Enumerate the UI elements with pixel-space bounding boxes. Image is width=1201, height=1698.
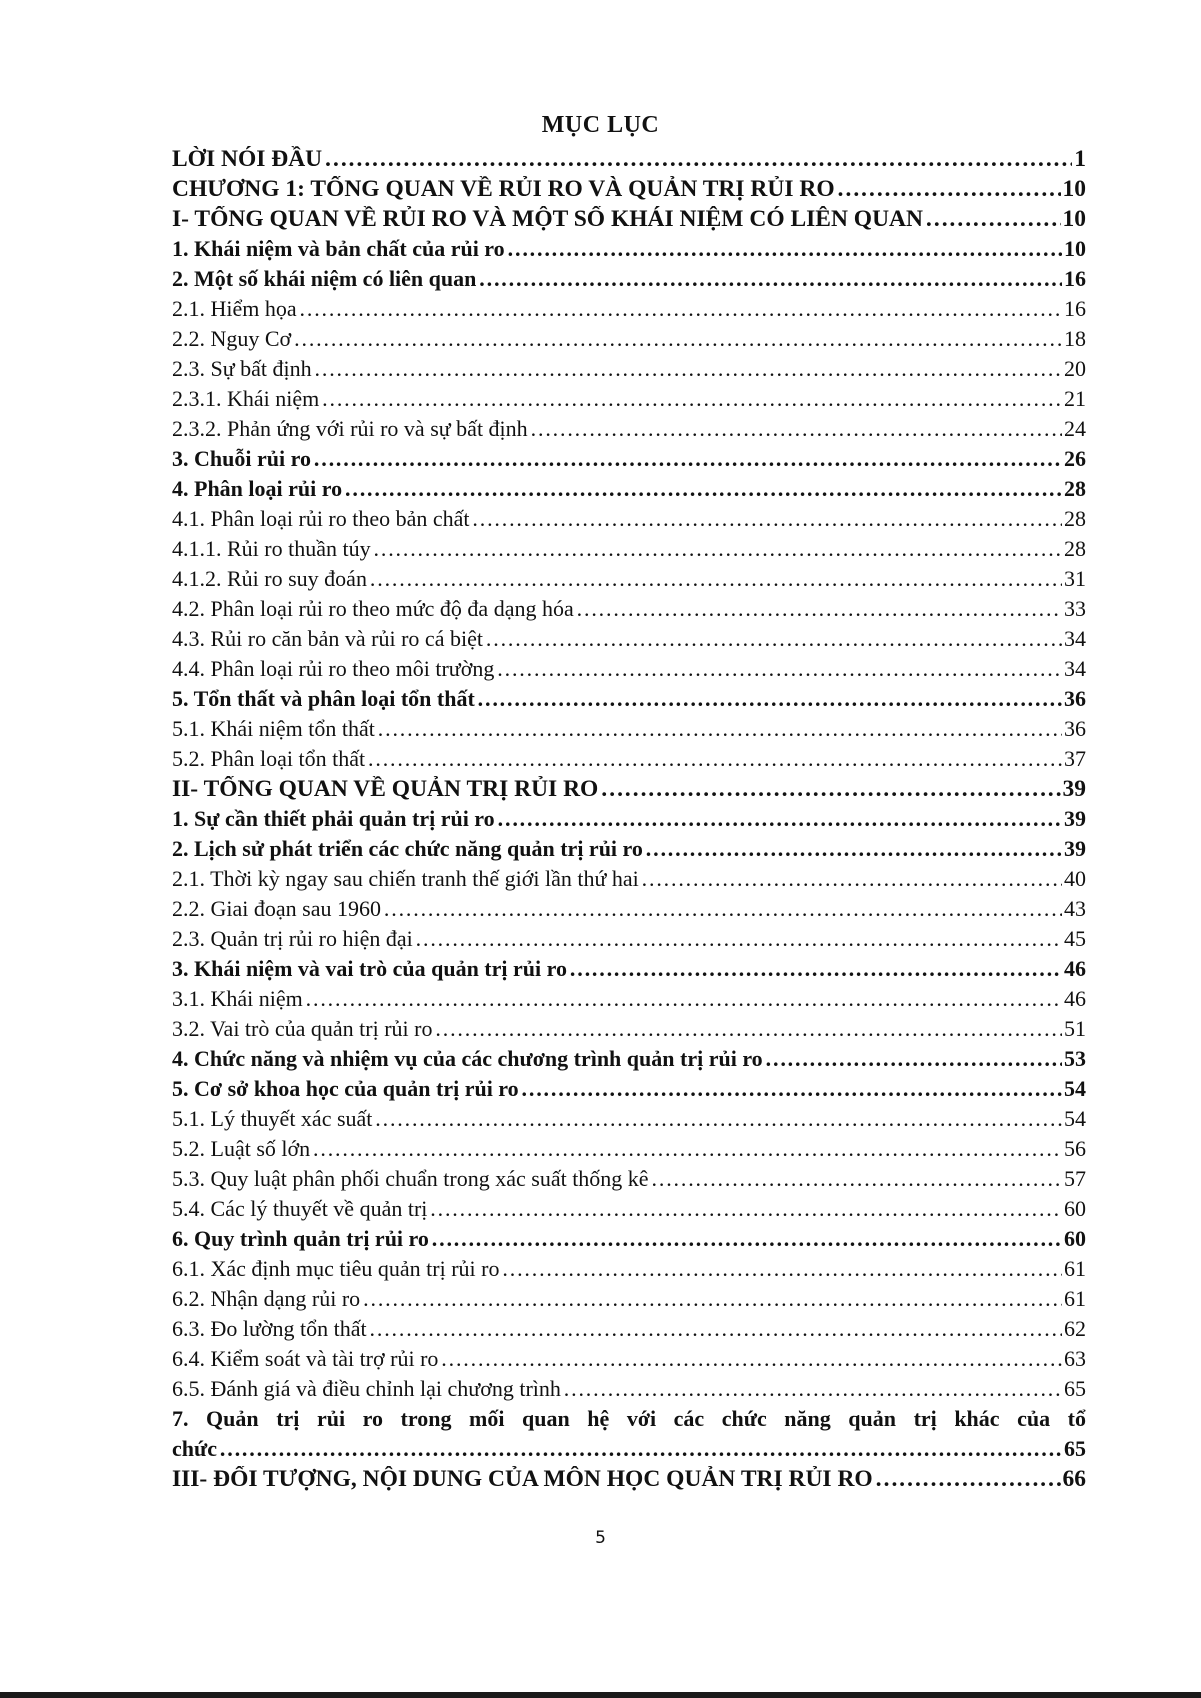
toc-leader-dots [293, 326, 1062, 352]
toc-entry-page: 36 [1064, 686, 1086, 711]
toc-leader-dots [485, 626, 1062, 652]
toc-entry[interactable] [172, 446, 1086, 476]
toc-word: các [673, 1406, 705, 1431]
toc-entry[interactable] [172, 1046, 1086, 1076]
toc-entry[interactable] [172, 596, 1086, 626]
toc-entry-text: 4.4. Phân loại rủi ro theo môi trường [172, 656, 495, 681]
toc-entry-page: 31 [1064, 566, 1086, 591]
toc-entry[interactable] [172, 626, 1086, 656]
toc-entry[interactable] [172, 1166, 1086, 1196]
toc-entry[interactable] [172, 986, 1086, 1016]
toc-leader-dots [600, 776, 1060, 803]
toc-entry[interactable] [172, 806, 1086, 836]
toc-entry[interactable] [172, 716, 1086, 746]
toc-entry-text: 6.5. Đánh giá và điều chỉnh lại chương trình [172, 1376, 561, 1401]
toc-entry-text: 2.2. Nguy Cơ [172, 326, 292, 351]
toc-entry-two-line[interactable] [172, 1406, 1086, 1466]
toc-entry[interactable] [172, 1016, 1086, 1046]
toc-entry[interactable] [172, 1376, 1086, 1406]
toc-entry-page: 60 [1064, 1226, 1086, 1251]
toc-leader-dots [344, 476, 1062, 502]
toc-entry-page: 10 [1062, 206, 1086, 232]
toc-entry-page: 54 [1064, 1106, 1086, 1131]
toc-entry-text: 4.1.2. Rủi ro suy đoán [172, 566, 367, 591]
toc-leader-dots [324, 146, 1072, 173]
toc-entry-page: 57 [1064, 1166, 1086, 1191]
toc-entry[interactable] [172, 1136, 1086, 1166]
toc-entry-text: 4.3. Rủi ro căn bản và rủi ro cá biệt [172, 626, 483, 651]
toc-entry-text: 3.2. Vai trò của quản trị rủi ro [172, 1016, 433, 1041]
toc-entry-text: 6.3. Đo lường tổn thất [172, 1316, 367, 1341]
toc-entry-text: I- TỔNG QUAN VỀ RỦI RO VÀ MỘT SỐ KHÁI NIỆM CÓ LIÊN QUAN [172, 206, 924, 232]
toc-leader-dots [641, 866, 1062, 892]
toc-entry-text: 1. Sự cần thiết phải quản trị rủi ro [172, 806, 495, 831]
toc-entry[interactable] [172, 836, 1086, 866]
toc-leader-dots [434, 1016, 1062, 1042]
toc-entry-page: 61 [1064, 1256, 1086, 1281]
toc-entry-text: 4. Phân loại rủi ro [172, 476, 343, 501]
toc-leader-dots [299, 296, 1062, 322]
toc-entry-text: LỜI NÓI ĐẦU [172, 146, 323, 172]
toc-entry-text: 3. Chuỗi rủi ro [172, 446, 311, 471]
toc-entry[interactable] [172, 536, 1086, 566]
toc-leader-dots [497, 806, 1062, 832]
toc-word: năng [784, 1406, 831, 1431]
toc-entry[interactable] [172, 296, 1086, 326]
toc-entry-text: 3.1. Khái niệm [172, 986, 303, 1011]
toc-leader-dots [312, 1136, 1062, 1162]
toc-leader-dots [383, 896, 1062, 922]
toc-entry-text: 3. Khái niệm và vai trò của quản trị rủi ro [172, 956, 567, 981]
table-of-contents [172, 146, 1086, 1496]
toc-leader-dots [501, 1256, 1062, 1282]
toc-entry-page: 36 [1064, 716, 1086, 741]
toc-entry[interactable] [172, 236, 1086, 266]
toc-entry-page: 45 [1064, 926, 1086, 951]
toc-leader-dots [530, 416, 1062, 442]
toc-entry-page: 62 [1064, 1316, 1086, 1341]
toc-entry-page: 28 [1064, 536, 1086, 561]
toc-leader-dots [415, 926, 1062, 952]
toc-leader-dots [477, 686, 1062, 712]
toc-entry[interactable] [172, 356, 1086, 386]
toc-entry-page: 18 [1064, 326, 1086, 351]
toc-leader-dots [313, 446, 1062, 472]
toc-entry[interactable] [172, 926, 1086, 956]
toc-entry-text: 5.1. Khái niệm tổn thất [172, 716, 375, 741]
toc-leader-dots [925, 206, 1060, 233]
toc-entry-line-2 [172, 1436, 1086, 1466]
toc-entry-page: 10 [1062, 176, 1086, 202]
toc-entry-page: 26 [1064, 446, 1086, 471]
toc-entry-page: 46 [1064, 956, 1086, 981]
toc-leader-dots [369, 566, 1062, 592]
toc-entry[interactable] [172, 866, 1086, 896]
toc-word: 7. [172, 1406, 189, 1431]
toc-leader-dots [431, 1226, 1062, 1252]
toc-entry-page: 16 [1064, 296, 1086, 321]
toc-word: trị [276, 1406, 300, 1431]
toc-entry-page: 43 [1064, 896, 1086, 921]
toc-leader-dots [367, 746, 1062, 772]
toc-entry-text: 5.2. Luật số lớn [172, 1136, 311, 1161]
bottom-border [0, 1692, 1201, 1698]
toc-leader-dots [305, 986, 1062, 1012]
toc-entry[interactable] [172, 1346, 1086, 1376]
toc-word: ro [362, 1406, 383, 1431]
toc-entry-page: 65 [1064, 1436, 1086, 1461]
toc-entry-text: 2.2. Giai đoạn sau 1960 [172, 896, 381, 921]
toc-entry[interactable] [172, 1196, 1086, 1226]
toc-entry-page: 28 [1064, 476, 1086, 501]
toc-word: với [626, 1406, 657, 1431]
toc-entry-page: 40 [1064, 866, 1086, 891]
toc-leader-dots [362, 1286, 1062, 1312]
toc-entry-text: 2.3.1. Khái niệm [172, 386, 320, 411]
toc-word: trị [913, 1406, 937, 1431]
toc-entry-text: II- TỔNG QUAN VỀ QUẢN TRỊ RỦI RO [172, 776, 599, 802]
toc-entry[interactable] [172, 686, 1086, 716]
toc-leader-dots [651, 1166, 1062, 1192]
toc-entry-page: 34 [1064, 626, 1086, 651]
toc-entry[interactable] [172, 566, 1086, 596]
toc-entry-page: 1 [1074, 146, 1086, 172]
page-number: 5 [595, 1528, 606, 1548]
toc-leader-dots [377, 716, 1062, 742]
toc-word: trong [400, 1406, 452, 1431]
toc-leader-dots [314, 356, 1062, 382]
toc-entry-text: 6.4. Kiểm soát và tài trợ rủi ro [172, 1346, 439, 1371]
toc-entry-text: 2.1. Hiểm họa [172, 296, 297, 321]
toc-entry-page: 63 [1064, 1346, 1086, 1371]
toc-entry-text: III- ĐỐI TƯỢNG, NỘI DUNG CỦA MÔN HỌC QUẢN TRỊ RỦI RO [172, 1466, 873, 1492]
toc-entry-text: 4.1. Phân loại rủi ro theo bản chất [172, 506, 470, 531]
toc-word: chức [721, 1406, 767, 1431]
toc-entry-text: 2.3.2. Phản ứng với rủi ro và sự bất định [172, 416, 528, 441]
toc-word: khác [954, 1406, 1000, 1431]
toc-entry[interactable] [172, 1226, 1086, 1256]
toc-entry-text: 4. Chức năng và nhiệm vụ của các chương trình quản trị rủi ro [172, 1046, 763, 1071]
toc-entry-text: CHƯƠNG 1: TỔNG QUAN VỀ RỦI RO VÀ QUẢN TRỊ RỦI RO [172, 176, 835, 202]
toc-entry-text: 5.2. Phân loại tổn thất [172, 746, 366, 771]
toc-entry-text: chức [172, 1436, 217, 1461]
toc-entry-text: 2.3. Sự bất định [172, 356, 312, 381]
toc-entry-page: 16 [1064, 266, 1086, 291]
toc-entry-text: 5.3. Quy luật phân phối chuẩn trong xác suất thống kê [172, 1166, 649, 1191]
toc-entry-page: 51 [1064, 1016, 1086, 1041]
toc-entry-text: 5. Cơ sở khoa học của quản trị rủi ro [172, 1076, 519, 1101]
toc-entry-page: 46 [1064, 986, 1086, 1011]
toc-entry[interactable] [172, 506, 1086, 536]
toc-word: của [1017, 1406, 1051, 1431]
toc-entry[interactable] [172, 206, 1086, 236]
toc-word: quan [522, 1406, 570, 1431]
toc-entry-page: 39 [1062, 776, 1086, 802]
toc-entry[interactable] [172, 176, 1086, 206]
toc-entry-page: 10 [1064, 236, 1086, 261]
toc-entry-page: 33 [1064, 596, 1086, 621]
toc-entry-page: 28 [1064, 506, 1086, 531]
toc-entry[interactable] [172, 1316, 1086, 1346]
toc-leader-dots [875, 1466, 1061, 1493]
toc-leader-dots [496, 656, 1062, 682]
toc-entry-text: 4.2. Phân loại rủi ro theo mức độ đa dạng hóa [172, 596, 574, 621]
toc-entry-page: 24 [1064, 416, 1086, 441]
toc-leader-dots [369, 1316, 1062, 1342]
toc-entry-page: 39 [1064, 836, 1086, 861]
toc-entry[interactable] [172, 776, 1086, 806]
toc-leader-dots [373, 536, 1062, 562]
toc-entry-line-1 [172, 1406, 1086, 1436]
toc-leader-dots [219, 1436, 1062, 1462]
toc-entry-text: 6.2. Nhận dạng rủi ro [172, 1286, 361, 1311]
toc-leader-dots [563, 1376, 1062, 1402]
toc-leader-dots [521, 1076, 1062, 1102]
toc-entry[interactable] [172, 896, 1086, 926]
toc-entry[interactable] [172, 146, 1086, 176]
toc-leader-dots [507, 236, 1062, 262]
toc-word: hệ [587, 1406, 610, 1431]
toc-word: tổ [1067, 1406, 1086, 1431]
toc-entry[interactable] [172, 326, 1086, 356]
toc-entry[interactable] [172, 476, 1086, 506]
toc-entry-page: 56 [1064, 1136, 1086, 1161]
toc-entry-text: 5.4. Các lý thuyết về quản trị [172, 1196, 428, 1221]
toc-entry-page: 65 [1064, 1376, 1086, 1401]
toc-word: quản [848, 1406, 897, 1431]
toc-entry-page: 53 [1064, 1046, 1086, 1071]
toc-entry[interactable] [172, 416, 1086, 446]
toc-entry[interactable] [172, 656, 1086, 686]
toc-leader-dots [765, 1046, 1062, 1072]
toc-entry[interactable] [172, 746, 1086, 776]
toc-leader-dots [374, 1106, 1062, 1132]
toc-entry-page: 21 [1064, 386, 1086, 411]
toc-title: MỤC LỤC [541, 112, 660, 138]
toc-entries [172, 146, 1086, 1406]
toc-word: Quản [206, 1406, 259, 1431]
toc-entry[interactable] [172, 956, 1086, 986]
toc-entry[interactable] [172, 1076, 1086, 1106]
toc-entry[interactable] [172, 266, 1086, 296]
toc-entry-text: 1. Khái niệm và bản chất của rủi ro [172, 236, 505, 261]
toc-entry-text: 4.1.1. Rủi ro thuần túy [172, 536, 371, 561]
toc-entry-page: 61 [1064, 1286, 1086, 1311]
toc-entry-page: 34 [1064, 656, 1086, 681]
toc-entry-text: 6.1. Xác định mục tiêu quản trị rủi ro [172, 1256, 500, 1281]
toc-entry[interactable] [172, 1256, 1086, 1286]
toc-entry-text: 2. Một số khái niệm có liên quan [172, 266, 477, 291]
toc-entry-page: 60 [1064, 1196, 1086, 1221]
toc-entry-page: 20 [1064, 356, 1086, 381]
toc-entry[interactable] [172, 1286, 1086, 1316]
toc-leader-dots [576, 596, 1062, 622]
toc-leader-dots [837, 176, 1061, 203]
toc-leader-dots [440, 1346, 1062, 1372]
toc-leader-dots [321, 386, 1062, 412]
toc-entry[interactable] [172, 386, 1086, 416]
toc-entry-text: 5.1. Lý thuyết xác suất [172, 1106, 373, 1131]
toc-entry[interactable] [172, 1106, 1086, 1136]
toc-entry-final[interactable] [172, 1466, 1086, 1496]
toc-entry-text: 2.3. Quản trị rủi ro hiện đại [172, 926, 413, 951]
toc-entry-text: 5. Tổn thất và phân loại tổn thất [172, 686, 475, 711]
toc-entry-page: 66 [1062, 1466, 1086, 1492]
toc-entry-page: 54 [1064, 1076, 1086, 1101]
toc-entry-text: 6. Quy trình quản trị rủi ro [172, 1226, 429, 1251]
toc-entry-page: 39 [1064, 806, 1086, 831]
toc-leader-dots [478, 266, 1062, 292]
toc-leader-dots [645, 836, 1062, 862]
toc-word: mối [469, 1406, 505, 1431]
toc-leader-dots [569, 956, 1062, 982]
toc-entry-page: 37 [1064, 746, 1086, 771]
toc-entry-text: 2. Lịch sử phát triển các chức năng quản trị rủi ro [172, 836, 643, 861]
toc-entry-text: 2.1. Thời kỳ ngay sau chiến tranh thế giới lần thứ hai [172, 866, 639, 891]
toc-leader-dots [472, 506, 1062, 532]
toc-leader-dots [429, 1196, 1062, 1222]
toc-word: rủi [316, 1406, 346, 1431]
